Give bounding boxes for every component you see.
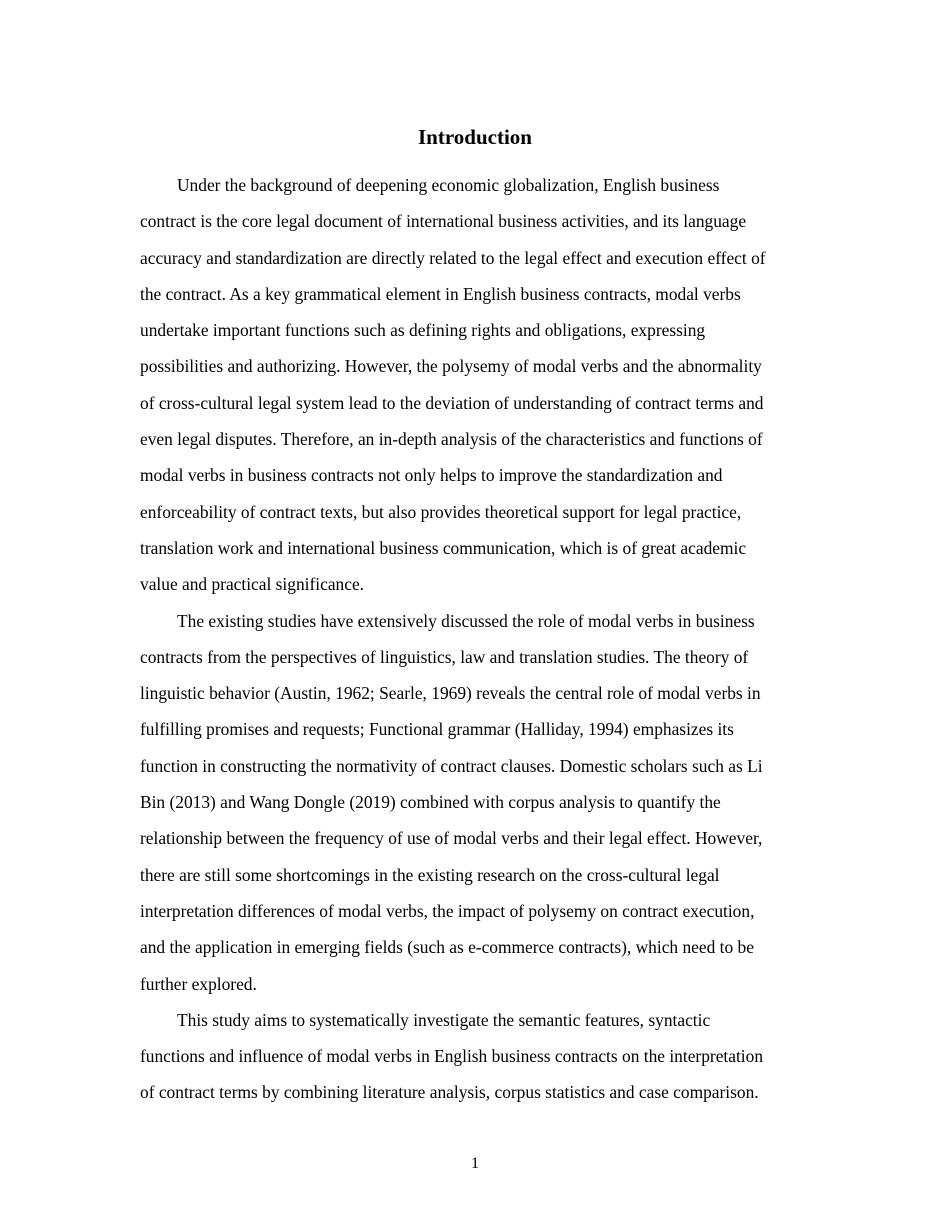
paragraph-3: [140, 1002, 810, 1111]
text-line: linguistic behavior (Austin, 1962; Searle, 1969) reveals the central role of modal verbs in: [140, 683, 761, 704]
text-line: contracts from the perspectives of linguistics, law and translation studies. The theory of: [140, 646, 749, 667]
text-line: even legal disputes. Therefore, an in-depth analysis of the characteristics and functions of: [140, 429, 763, 450]
text-line: relationship between the frequency of use of modal verbs and their legal effect. However,: [140, 828, 763, 849]
text-line: fulfilling promises and requests; Functional grammar (Halliday, 1994) emphasizes its: [140, 719, 734, 740]
text-line: possibilities and authorizing. However, the polysemy of modal verbs and the abnormality: [140, 356, 762, 377]
text-line: of cross-cultural legal system lead to the deviation of understanding of contract terms and: [140, 392, 764, 413]
text-line: modal verbs in business contracts not only helps to improve the standardization and: [140, 465, 723, 486]
text-line: Under the background of deepening economic globalization, English business: [177, 175, 720, 195]
text-line: and the application in emerging fields (such as e-commerce contracts), which need to be: [140, 937, 754, 958]
text-line: there are still some shortcomings in the existing research on the cross-cultural legal: [140, 864, 720, 885]
text-line: value and practical significance.: [140, 574, 365, 595]
paragraph-1: [140, 167, 810, 603]
text-line: enforceability of contract texts, but also provides theoretical support for legal practice,: [140, 501, 742, 522]
text-line: interpretation differences of modal verbs, the impact of polysemy on contract execution,: [140, 900, 755, 921]
text-line: contract is the core legal document of international business activities, and its language: [140, 211, 747, 232]
text-line: function in constructing the normativity of contract clauses. Domestic scholars such as Li: [140, 755, 763, 776]
text-line: the contract. As a key grammatical element in English business contracts, modal verbs: [140, 283, 741, 304]
text-line: The existing studies have extensively discussed the role of modal verbs in business: [177, 610, 755, 631]
text-line: Bin (2013) and Wang Dongle (2019) combined with corpus analysis to quantify the: [140, 792, 721, 813]
document-title: Introduction: [418, 125, 532, 149]
paragraph-2: [140, 603, 810, 1002]
text-line: of contract terms by combining literature analysis, corpus statistics and case comparison.: [140, 1082, 759, 1103]
text-line: undertake important functions such as defining rights and obligations, expressing: [140, 320, 706, 341]
page-number: 1: [471, 1155, 479, 1172]
text-line: accuracy and standardization are directly related to the legal effect and execution effect of: [140, 247, 766, 268]
text-line: translation work and international business communication, which is of great academic: [140, 537, 747, 558]
document-body: [140, 167, 810, 1111]
text-line: This study aims to systematically investigate the semantic features, syntactic: [177, 1009, 711, 1030]
text-line: functions and influence of modal verbs in English business contracts on the interpretation: [140, 1046, 764, 1067]
text-line: further explored.: [140, 973, 257, 994]
